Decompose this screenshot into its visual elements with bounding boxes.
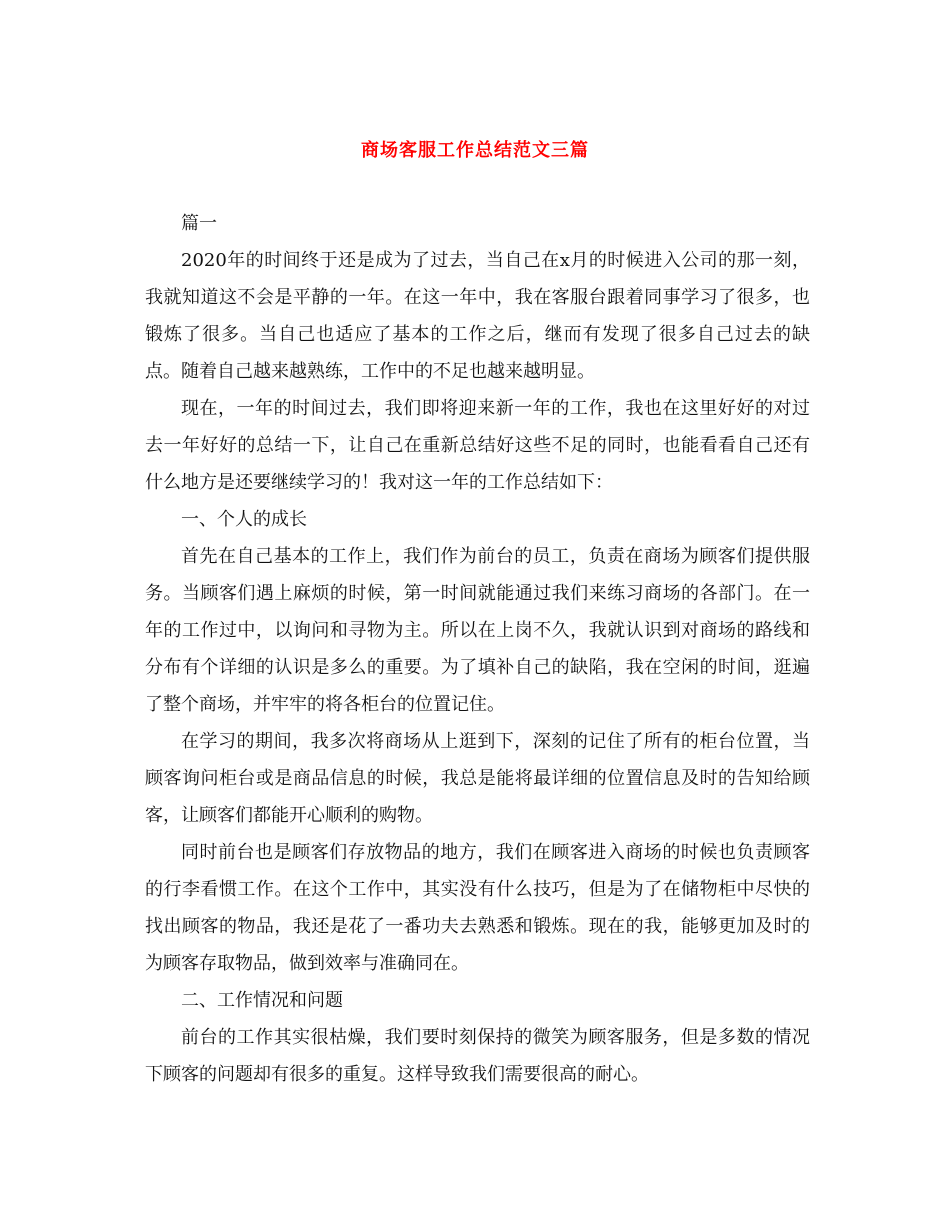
paragraph: 现在，一年的时间过去，我们即将迎来新一年的工作，我也在这里好好的对过去一年好好的总结一下，让自己在重新总结好这些不足的同时，也能看看自己还有什么地方是还要继续学习的！我对这一年的工作总结如下：	[145, 398, 810, 493]
document-body	[145, 205, 810, 1093]
paragraph: 在学习的期间，我多次将商场从上逛到下，深刻的记住了所有的柜台位置，当顾客询问柜台或是商品信息的时候，我总是能将最详细的位置信息及时的告知给顾客，让顾客们都能开心顺利的购物。	[145, 731, 810, 826]
section-heading: 二、工作情况和问题	[181, 990, 343, 1011]
document-title: 商场客服工作总结范文三篇	[361, 140, 589, 161]
paragraph: 同时前台也是顾客们存放物品的地方，我们在顾客进入商场的时候也负责顾客的行李看惯工作。在这个工作中，其实没有什么技巧，但是为了在储物柜中尽快的找出顾客的物品，我还是花了一番功夫去熟悉和锻炼。现在的我，能够更加及时的为顾客存取物品，做到效率与准确同在。	[145, 842, 810, 974]
paragraph: 2020年的时间终于还是成为了过去，当自己在x月的时候进入公司的那一刻，我就知道这不会是平静的一年。在这一年中，我在客服台跟着同事学习了很多，也锻炼了很多。当自己也适应了基本的工作之后，继而有发现了很多自己过去的缺点。随着自己越来越熟练，工作中的不足也越来越明显。	[145, 250, 810, 382]
paragraph: 前台的工作其实很枯燥，我们要时刻保持的微笑为顾客服务，但是多数的情况下顾客的问题却有很多的重复。这样导致我们需要很高的耐心。	[145, 1027, 810, 1085]
paragraph: 首先在自己基本的工作上，我们作为前台的员工，负责在商场为顾客们提供服务。当顾客们遇上麻烦的时候，第一时间就能通过我们来练习商场的各部门。在一年的工作过中，以询问和寻物为主。所以在上岗不久，我就认识到对商场的路线和分布有个详细的认识是多么的重要。为了填补自己的缺陷，我在空闲的时间，逛遍了整个商场，并牢牢的将各柜台的位置记住。	[145, 546, 810, 715]
section-heading: 一、个人的成长	[181, 509, 307, 530]
section-label-part-one: 篇一	[181, 213, 217, 234]
